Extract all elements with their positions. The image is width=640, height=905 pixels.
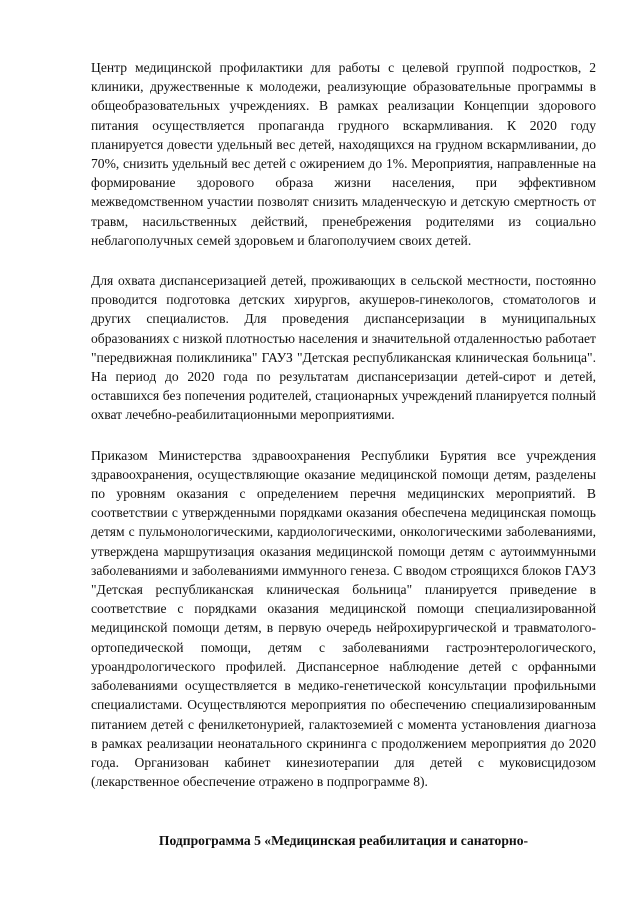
paragraph-ministry-order: Приказом Министерства здравоохранения Республики Бурятия все учреждения здравоохранения, осуществляющие оказание медицинской помощи детям, разделены по уровням оказания с определением перечня медицинских мероприятий. В соответствии с утвержденными порядками оказания обеспечена медицинская помощь детям с пульмонологическими, кардиологическими, онкологическими заболеваниями, утверждена маршрутизация оказания медицинской помощи детям с аутоиммунными заболеваниями и заболеваниями иммунного генеза. С вводом строящихся блоков ГАУЗ "Детская республиканская клиническая больница" планируется приведение в соответствие с порядками оказания медицинской помощи специализированной медицинской помощи детям, в первую очередь нейрохирургической и травматолого-ортопедической помощи, детям с заболеваниями гастроэнтерологического, уроандрологического профилей. Диспансерное наблюдение детей с орфанными заболеваниями осуществляется в медико-генетической консультации профильными специалистами. Осуществляются мероприятия по обеспечению специализированным питанием детей с фенилкетонурией, галактоземией с момента установления диагноза в рамках реализации неонатального скрининга с продолжением мероприятия до 2020 года. Организован кабинет кинезиотерапии для детей с муковисцидозом (лекарственное обеспечение отражено в подпрограмме 8). [91,447,596,790]
paragraph-prevention: Центр медицинской профилактики для работы с целевой группой подростков, 2 клиники, дружественные к молодежи, реализующие образовательные программы в общеобразовательных учреждениях. В рамках реализации Концепции здорового питания осуществляется пропаганда грудного вскармливания. К 2020 году планируется довести удельный вес детей, находящихся на грудном вскармливании, до 70%, снизить удельный вес детей с ожирением до 1%. Мероприятия, направленные на формирование здорового образа жизни населения, при эффективном межведомственном участии позволят снизить младенческую и детскую смертность от травм, насильственных действий, пренебрежения родителями из социально неблагополучных семей здоровьем и благополучием своих детей. [91,60,596,248]
section-heading: Подпрограмма 5 «Медицинская реабилитация и санаторно- [158,833,529,849]
document-body [91,58,596,851]
paragraph-rural-screening: Для охвата диспансеризацией детей, проживающих в сельской местности, постоянно проводится подготовка детских хирургов, акушеров-гинекологов, стоматологов и других специалистов. Для проведения диспансеризации в муниципальных образованиях с низкой плотностью населения и значительной отдаленностью работает "передвижная поликлиника" ГАУЗ "Детская республиканская клиническая больница". На период до 2020 года по результатам диспансеризации детей-сирот и детей, оставшихся без попечения родителей, стационарных учреждений планируется полный охват лечебно-реабилитационными мероприятиями. [91,273,596,423]
